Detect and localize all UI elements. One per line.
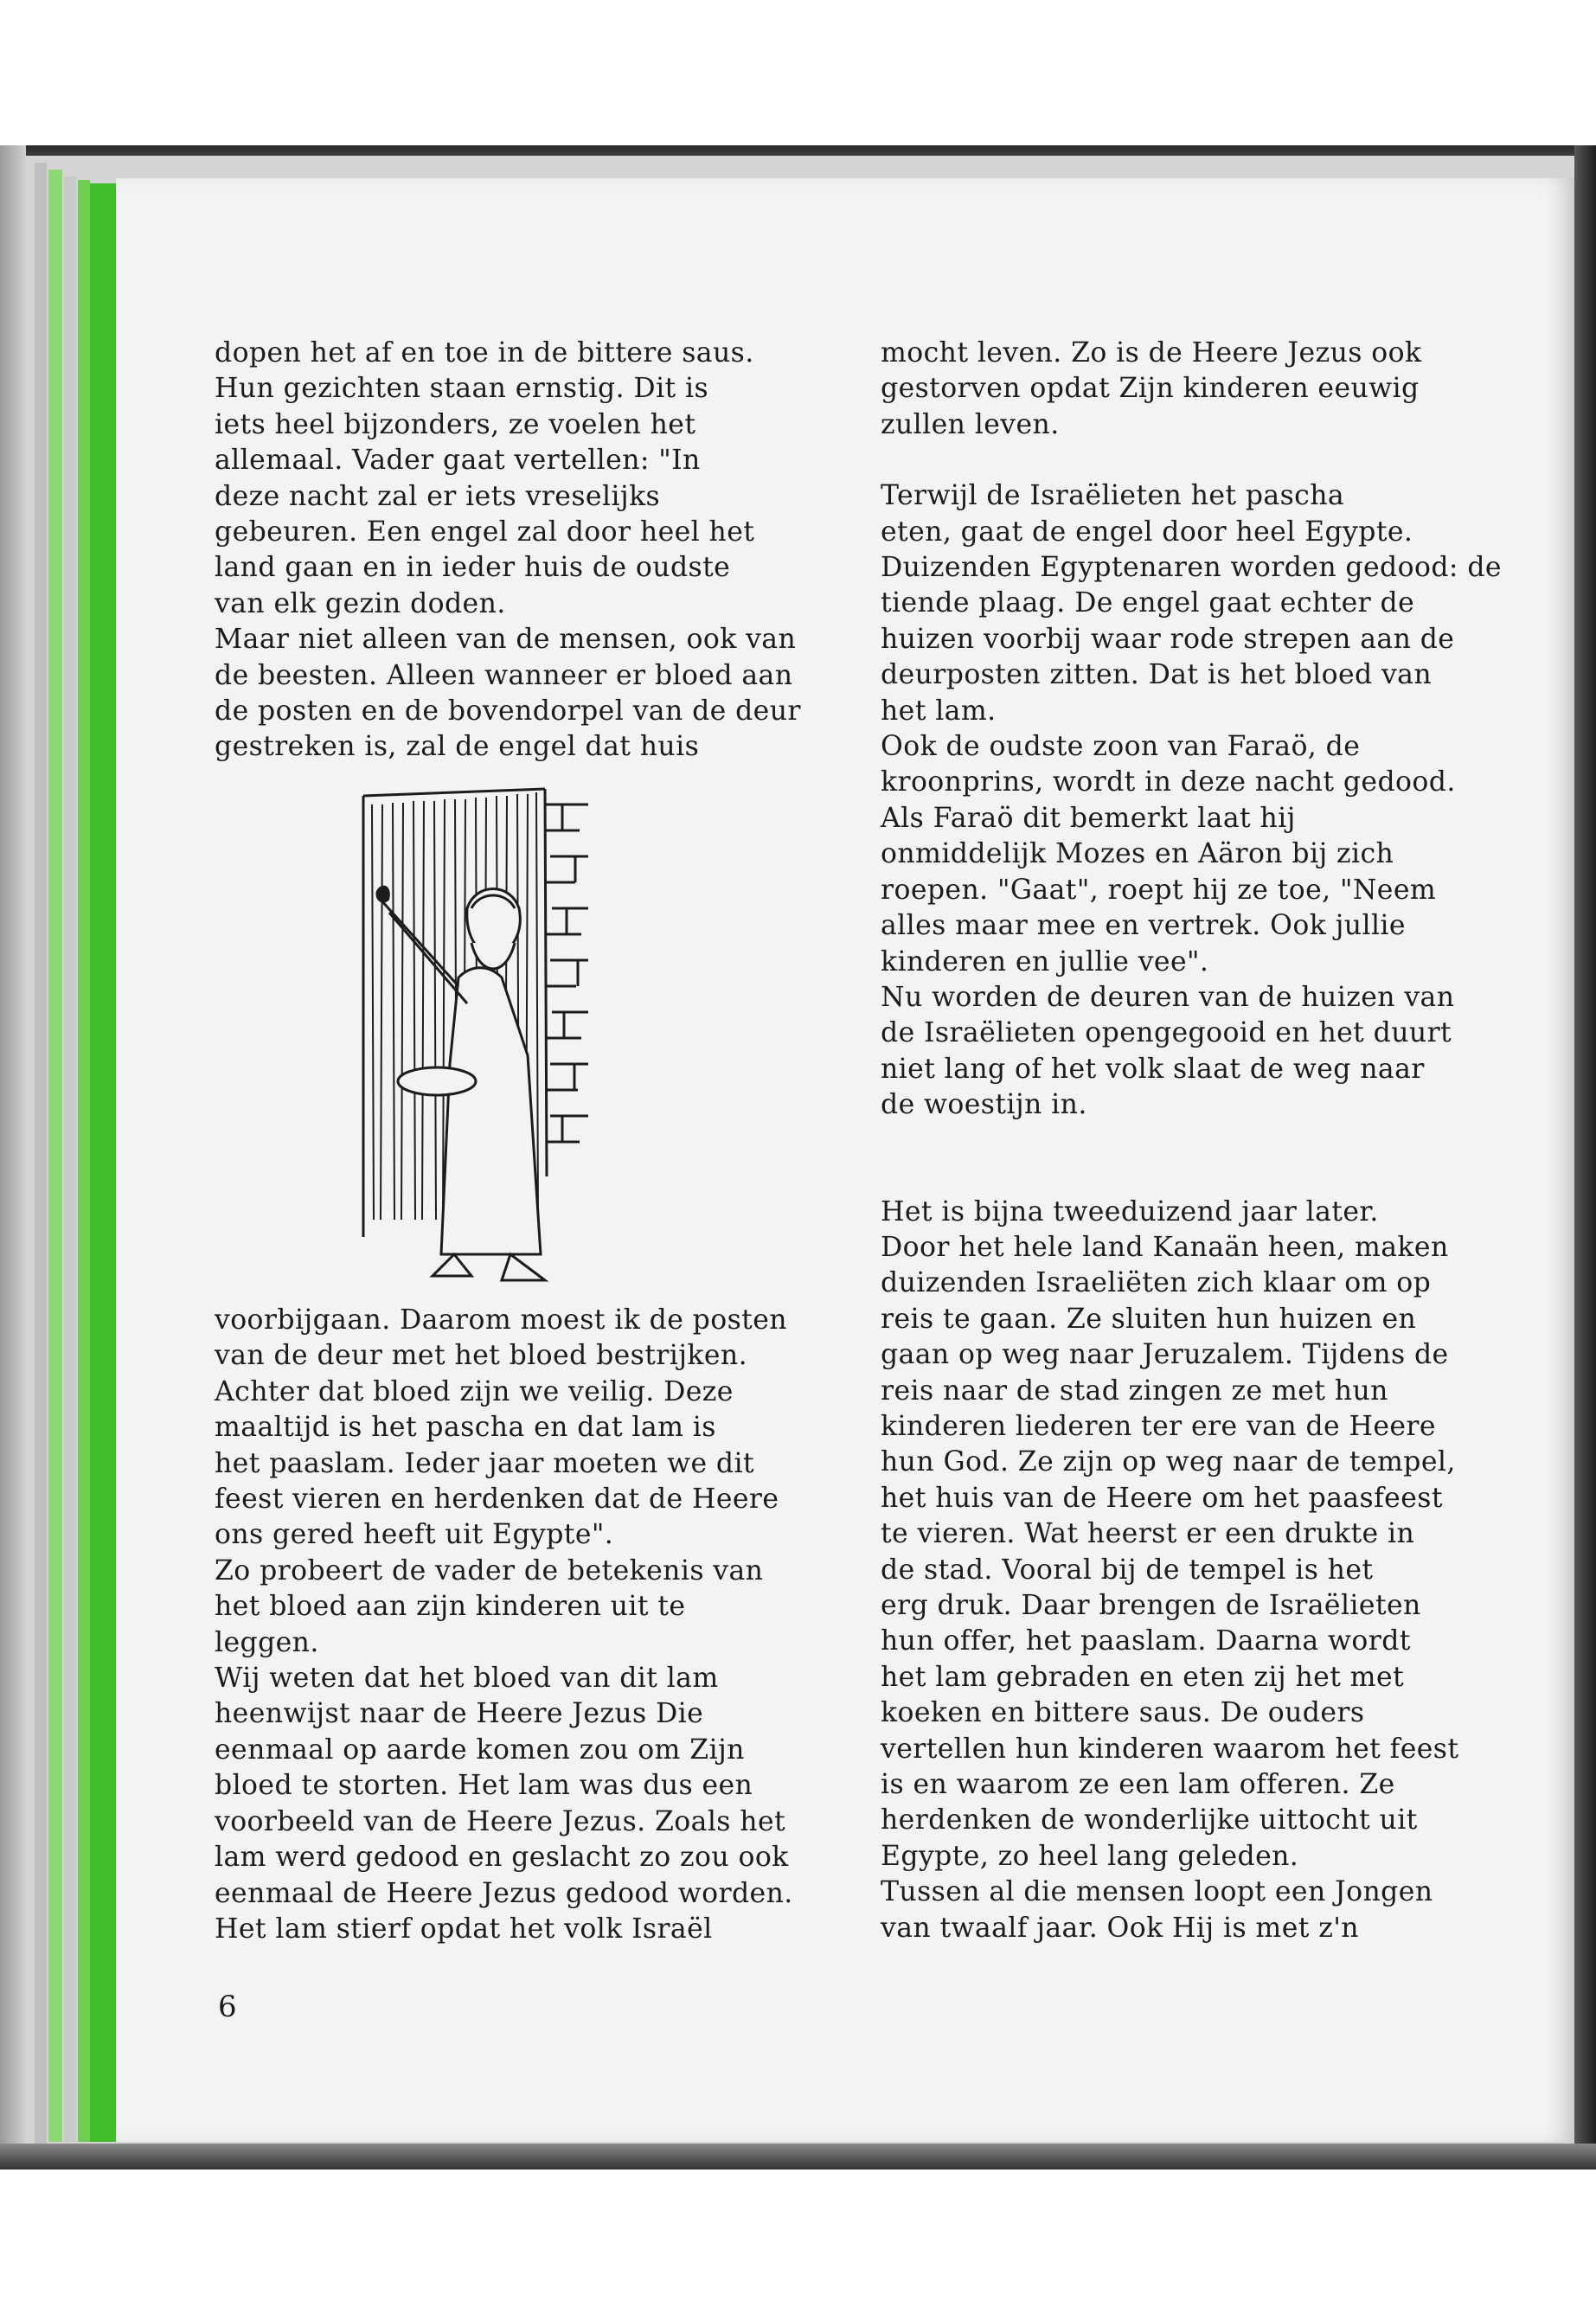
text-line: bloed te storten. Het lam was dus een [215,1770,753,1802]
text-line: Duizenden Egyptenaren worden gedood: de [881,552,1502,584]
text-line: Hun gezichten staan ernstig. Dit is [215,373,709,405]
text-line: het lam gebraden en eten zij het met [881,1661,1405,1693]
text-line: gebeuren. Een engel zal door heel het [215,516,755,548]
text-line: mocht leven. Zo is de Heere Jezus ook [881,337,1422,369]
text-line: de beesten. Alleen wanneer er bloed aan [215,659,793,691]
text-line: de Israëlieten opengegooid en het duurt [881,1017,1452,1049]
text-line: is en waarom ze een lam offeren. Ze [881,1769,1395,1801]
text-line: kinderen en jullie vee". [881,945,1209,977]
text-line: duizenden Israeliëten zich klaar om op [881,1267,1432,1299]
text-line: Maar niet alleen van de mensen, ook van [215,624,797,656]
text-line: zullen leven. [881,408,1060,440]
text-line: deze nacht zal er iets vreselijks [215,480,661,512]
book-left-edge [0,145,26,2161]
text-line: heenwijst naar de Heere Jezus Die [215,1698,704,1730]
text-line: herdenken de wonderlijke uittocht uit [881,1804,1418,1836]
text-line: leggen. [215,1626,319,1658]
paragraph-gap [881,443,1538,478]
text-line: niet lang of het volk slaat de weg naar [881,1053,1425,1085]
text-line: gaan op weg naar Jeruzalem. Tijdens de [881,1339,1449,1371]
text-line: maaltijd is het pascha en dat lam is [215,1412,716,1444]
text-line: Terwijl de Israëlieten het pascha [881,480,1345,512]
doorpost-blood-illustration-icon [329,770,623,1298]
text-line: te vieren. Wat heerst er een drukte in [881,1518,1415,1550]
page-edge-stripe [35,163,47,2144]
text-line: van de deur met het bloed bestrijken. [215,1340,748,1372]
text-line: Egypte, zo heel lang geleden. [881,1840,1299,1872]
text-line: gestorven opdat Zijn kinderen eeuwig [881,373,1420,405]
text-line: Zo probeert de vader de betekenis van [215,1554,764,1586]
left-column-bottom [215,1303,846,1947]
text-line: Het lam stierf opdat het volk Israël [215,1913,713,1945]
text-line: alles maar mee en vertrek. Ook jullie [881,910,1406,942]
text-line: land gaan en in ieder huis de oudste [215,552,731,584]
text-line: feest vieren en herdenken dat de Heere [215,1484,779,1516]
text-line: kinderen liederen ter ere van de Heere [881,1410,1436,1442]
text-line: ons gered heeft uit Egypte". [215,1519,614,1551]
text-line: de woestijn in. [881,1089,1087,1121]
text-line: huizen voorbij waar rode strepen aan de [881,623,1455,655]
text-line: lam werd gedood en geslacht zo zou ook [215,1842,789,1874]
text-line: deurposten zitten. Dat is het bloed van [881,659,1433,691]
text-line: voorbijgaan. Daarom moest ik de posten [215,1304,787,1336]
text-line: Wij weten dat het bloed van dit lam [215,1663,719,1695]
page-edge-stripe [64,176,76,2142]
text-line: kroonprins, wordt in deze nacht gedood. [881,766,1456,798]
text-line: Ook de oudste zoon van Faraö, de [881,731,1361,763]
text-line: Het is bijna tweeduizend jaar later. [881,1195,1379,1227]
text-line: roepen. "Gaat", roept hij ze toe, "Neem [881,874,1437,906]
right-column [881,336,1538,1946]
text-line: van twaalf jaar. Ook Hij is met z'n [881,1912,1359,1944]
text-line: dopen het af en toe in de bittere saus. [215,337,754,369]
text-line: voorbeeld van de Heere Jezus. Zoals het [215,1805,786,1837]
text-line: reis te gaan. Ze sluiten hun huizen en [881,1303,1417,1335]
text-line: de posten en de bovendorpel van de deur [215,695,801,727]
text-line: het lam. [881,695,997,727]
text-line: eten, gaat de engel door heel Egypte. [881,516,1413,548]
text-line: Als Faraö dit bemerkt laat hij [881,802,1296,834]
book-bottom-edge [0,2144,1596,2170]
page-number: 6 [218,1990,237,2024]
text-line: het huis van de Heere om het paasfeest [881,1482,1443,1514]
text-line: hun offer, het paaslam. Daarna wordt [881,1625,1411,1657]
text-line: erg druk. Daar brengen de Israëlieten [881,1590,1421,1621]
text-line: eenmaal de Heere Jezus gedood worden. [215,1877,793,1909]
text-line: Tussen al die mensen loopt een Jongen [881,1876,1433,1908]
text-line: Door het hele land Kanaän heen, maken [881,1231,1449,1263]
text-line: het bloed aan zijn kinderen uit te [215,1591,686,1623]
text-line: gestreken is, zal de engel dat huis [215,731,700,763]
text-line: van elk gezin doden. [215,587,506,619]
page-edge-stripe [78,180,90,2142]
text-line: iets heel bijzonders, ze voelen het [215,408,696,440]
text-line: allemaal. Vader gaat vertellen: "In [215,445,701,477]
page-edge-stripe [90,183,116,2142]
text-line: vertellen hun kinderen waarom het feest [881,1733,1459,1765]
text-line: hun God. Ze zijn op weg naar de tempel, [881,1446,1456,1478]
text-line: koeken en bittere saus. De ouders [881,1697,1365,1729]
paragraph-gap [881,1124,1538,1195]
text-line: de stad. Vooral bij de tempel is het [881,1554,1374,1586]
text-line: tiende plaag. De engel gaat echter de [881,587,1415,619]
page-edge-stripe [48,170,62,2142]
book-right-edge [1574,145,1596,2161]
text-line: Achter dat bloed zijn we veilig. Deze [215,1375,734,1407]
text-line: het paaslam. Ieder jaar moeten we dit [215,1447,754,1479]
text-line: Nu worden de deuren van de huizen van [881,981,1455,1013]
left-column-top [215,336,846,766]
text-line: onmiddelijk Mozes en Aäron bij zich [881,838,1394,870]
text-line: eenmaal op aarde komen zou om Zijn [215,1734,745,1766]
text-line: reis naar de stad zingen ze met hun [881,1375,1388,1407]
